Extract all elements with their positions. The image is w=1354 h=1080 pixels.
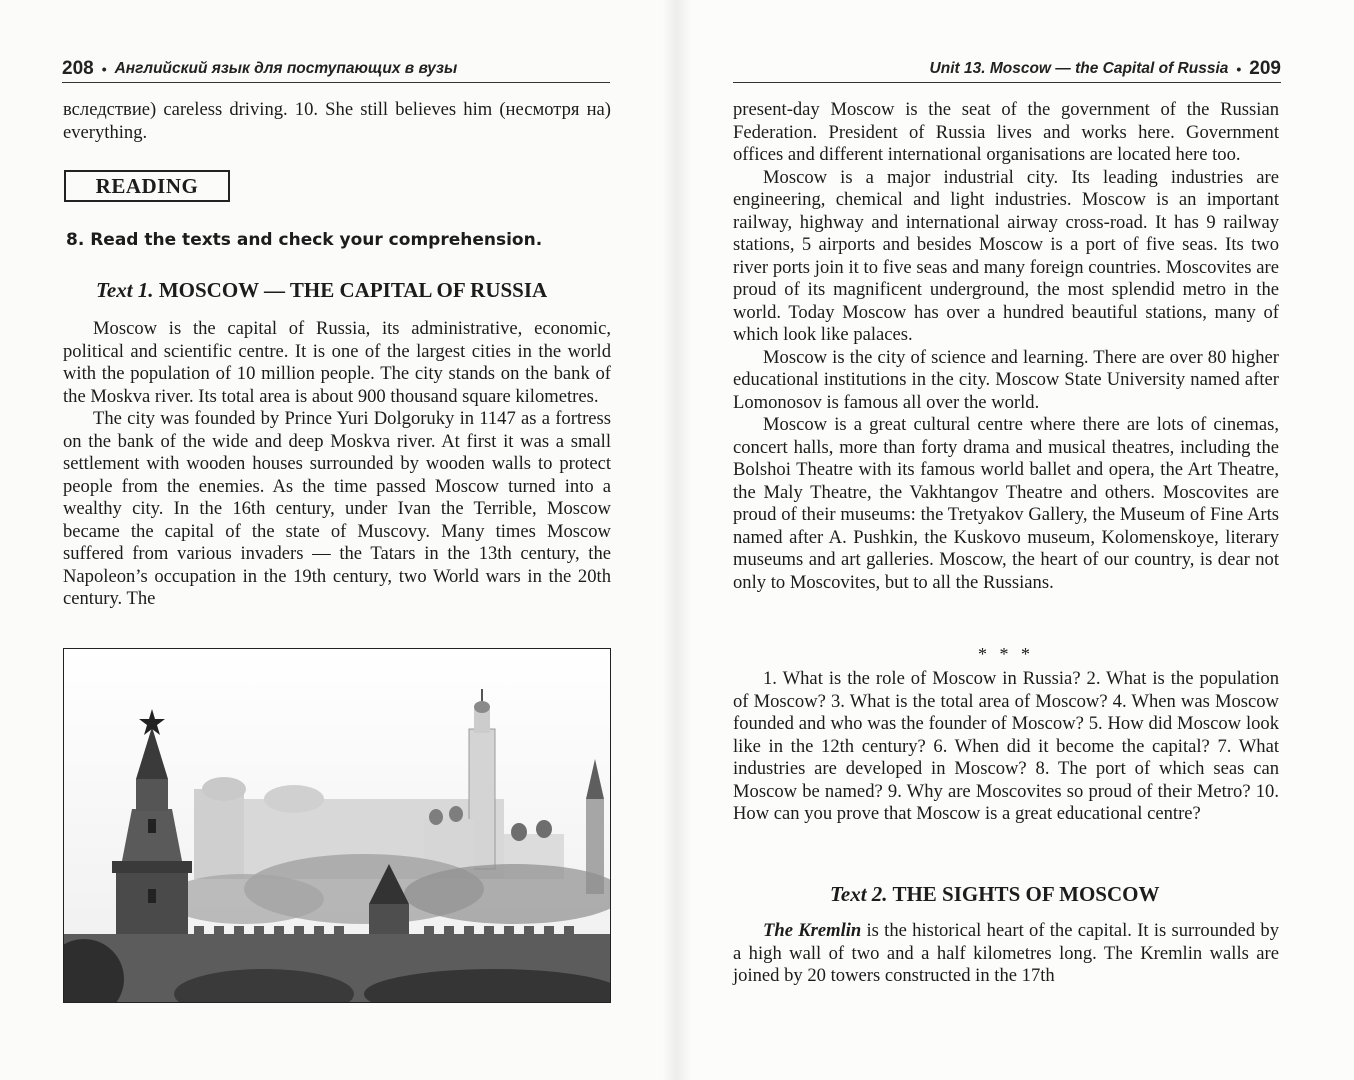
text1-paragraph: Moscow is the capital of Russia, its administrative, economic, political and scientific centre. It is one of the largest cities in the world with the population of 10 million people. The city stands on the bank of the Moskva river. Its total area is about 900 thousand square kilometres. — [63, 318, 611, 407]
text1-paragraph: The city was founded by Prince Yuri Dolgoruky in 1147 as a fortress on the bank of the wide and deep Moskva river. At first it was a small settlement with wooden houses surrounded by wooden walls to protect people from the enemies. As the time passed Moscow turned into a wealthy city. In the 16th century, under Ivan the Terrible, Moscow became the capital of the state of Muscovy. Many times Moscow suffered from various invaders — the Tatars in the 13th century, the Napoleon’s occupation in the 19th century, two World wars in the 20th century. The — [63, 408, 611, 609]
right-paragraph: Moscow is a major industrial city. Its leading industries are engineering, chemical and light industries. Moscow is an important railway, highway and international airway cross-road. It has 9 railway stations, 5 airports and besides Moscow is a port of five seas. Its two river ports join it to five seas and many foreign countries. Moscovites are proud of its magnificent underground, the most splendid metro in the world. Today Moscow has over a hundred beautiful stations, many of which look like palaces. — [733, 166, 1279, 345]
exercise-heading: 8. Read the texts and check your comprehension. — [66, 230, 543, 250]
right-page-number: 209 — [1249, 58, 1281, 79]
right-paragraph: Moscow is the city of science and learning. There are over 80 higher educational institutions in the city. Moscow State University named after Lomonosov is famous all over the world. — [733, 346, 1279, 413]
bullet-separator: • — [1236, 61, 1242, 77]
questions-paragraph: 1. What is the role of Moscow in Russia? 2. What is the population of Moscow? 3. What is the total area of Moscow? 4. When was Moscow founded and who was the founder of Moscow? 5. How did Moscow look like in the 12th century? 6. When did it become the capital? 7. What industries are developed in Moscow? 8. The port of which seas can Moscow be named? 9. Why are Moscovites so proud of their Metro? 10. How can you prove that Moscow is a great educational centre? — [733, 668, 1279, 824]
unit-title: Unit 13. Moscow — the Capital of Russia — [929, 60, 1229, 77]
right-running-head — [733, 56, 1281, 83]
text1-number: Text 1. — [96, 278, 154, 302]
text1-body — [63, 318, 611, 611]
bullet-separator: • — [101, 61, 107, 77]
right-paragraph: present-day Moscow is the seat of the government of the Russian Federation. President of Russia lives and works here. Government offices and different international organisations are located here too. — [733, 99, 1279, 165]
text2-paragraph — [733, 920, 1279, 988]
section-separator: * * * — [978, 644, 1034, 664]
text2-number: Text 2. — [830, 882, 888, 906]
text2-lead-rest: is the historical heart of the capital. It is surrounded by a high wall of two and a half kilometres long. The Kremlin walls are joined by 20 towers constructed in the 17th — [733, 920, 1279, 986]
text2-body — [733, 920, 1279, 988]
continued-paragraph: вследствие) careless driving. 10. She still believes him (несмотря на) everything. — [63, 99, 611, 143]
comprehension-questions — [733, 668, 1279, 826]
left-running-head — [62, 56, 610, 83]
text2-title: THE SIGHTS OF MOSCOW — [892, 882, 1160, 906]
right-paragraph: Moscow is a great cultural centre where there are lots of cinemas, concert halls, more than forty drama and musical theatres, including the Bolshoi Theatre with its famous world ballet and opera, the Art Theatre, the Maly Theatre, the Vakhtangov Theatre and others. Moscovites are proud of their museums: the Tretyakov Gallery, the Museum of Fine Arts named after A. Pushkin, the Kuskovo museum, Kolomenskoye, literary museums and art galleries. Moscow, the heart of our country, is dear not only to Moscovites, but to all the Russians. — [733, 414, 1279, 593]
book-gutter — [662, 0, 692, 1080]
text1-title: MOSCOW — THE CAPITAL OF RUSSIA — [158, 278, 548, 302]
continued-text — [63, 99, 611, 144]
left-page-number: 208 — [62, 58, 94, 79]
kremlin-photo — [63, 648, 611, 1003]
text1-heading — [96, 278, 547, 303]
section-label-reading: READING — [64, 170, 230, 202]
kremlin-term: The Kremlin — [763, 920, 862, 941]
text2-heading — [830, 882, 1159, 907]
book-title: Английский язык для поступающих в вузы — [114, 60, 458, 77]
right-text-body — [733, 99, 1279, 594]
kremlin-photo-illustration — [64, 649, 611, 1003]
